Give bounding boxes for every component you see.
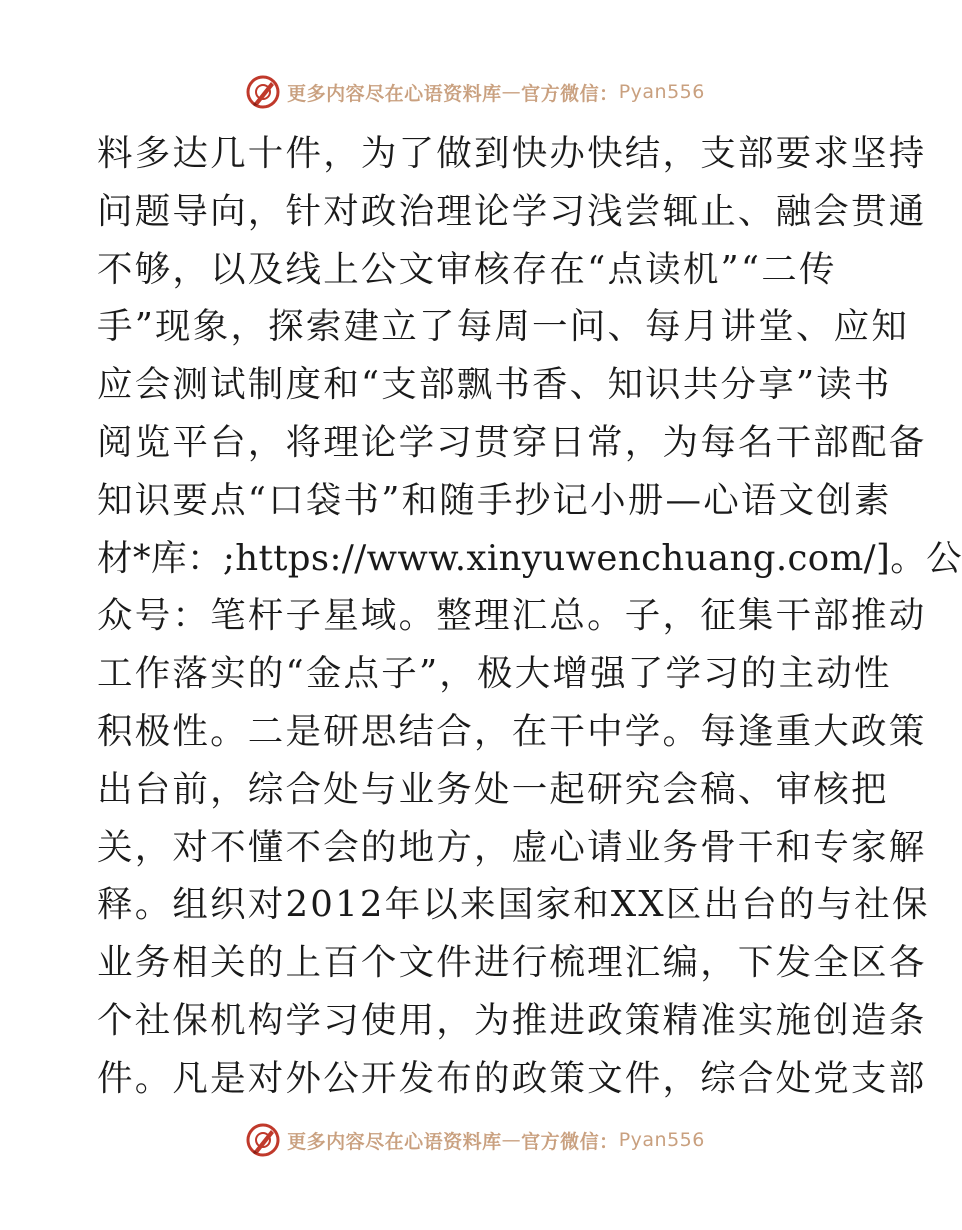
header-separator: —	[501, 81, 522, 103]
pen-logo-icon	[245, 1122, 281, 1158]
body-line: 手”现象，探索建立了每周一问、每月讲堂、应知	[97, 306, 910, 348]
header-site-name: 更多内容尽在心语资料库	[287, 82, 502, 105]
body-line: 众号：笔杆子星域。整理汇总。子，征集干部推动	[97, 595, 927, 637]
body-line: 材*库：;https://www.xinyuwenchuang.com/]。公	[97, 537, 962, 579]
footer-separator: —	[501, 1129, 522, 1151]
body-line: 出台前，综合处与业务处一起研究会稿、审核把	[97, 768, 889, 810]
body-line: 业务相关的上百个文件进行梳理汇编，下发全区各	[97, 942, 927, 984]
body-line: 个社保机构学习使用，为推进政策精准实施创造条	[97, 999, 927, 1041]
body-line: 积极性。二是研思结合，在干中学。每逢重大政策	[97, 710, 927, 752]
header-wechat-label: 官方微信：	[521, 82, 619, 105]
body-line: 释。组织对2012年以来国家和XX区出台的与社保	[97, 884, 930, 926]
body-line: 阅览平台，将理论学习贯穿日常，为每名干部配备	[97, 421, 927, 463]
header-watermark	[0, 70, 950, 114]
footer-wechat-label: 官方微信：	[521, 1130, 619, 1153]
body-line: 问题导向，针对政治理论学习浅尝辄止、融会贯通	[97, 190, 927, 232]
footer-site-name: 更多内容尽在心语资料库	[287, 1130, 502, 1153]
body-line: 料多达几十件，为了做到快办快结，支部要求坚持	[97, 133, 927, 174]
header-wechat-id: Pyan556	[618, 81, 705, 103]
footer-wechat-id: Pyan556	[618, 1129, 705, 1151]
body-line: 知识要点“口袋书”和随手抄记小册—心语文创素	[97, 479, 892, 521]
document-body	[97, 125, 962, 1108]
body-line: 件。凡是对外公开发布的政策文件，综合处党支部	[97, 1057, 927, 1099]
body-line: 应会测试制度和“支部飘书香、知识共分享”读书	[97, 364, 892, 406]
body-line: 不够，以及线上公文审核存在“点读机”“二传	[97, 248, 837, 290]
body-line: 工作落实的“金点子”，极大增强了学习的主动性	[97, 653, 892, 695]
pen-logo-icon	[245, 74, 281, 110]
footer-watermark	[0, 1118, 950, 1162]
body-line: 关，对不懂不会的地方，虚心请业务骨干和专家解	[97, 826, 927, 868]
